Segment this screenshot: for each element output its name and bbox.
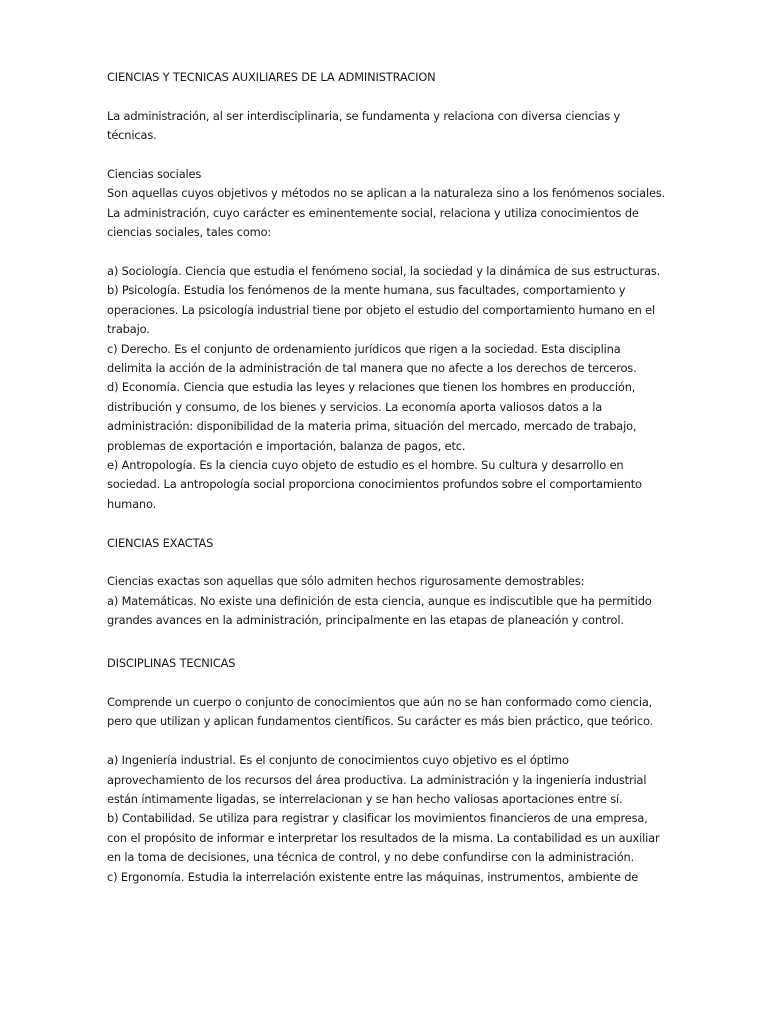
social-item-sociologia: a) Sociología. Ciencia que estudia el fenómeno social, la sociedad y la dinámica de sus estructuras.: [107, 264, 661, 279]
technical-disciplines-heading: DISCIPLINAS TECNICAS: [107, 656, 236, 671]
spacer: [107, 553, 667, 572]
social-sciences-heading: Ciencias sociales: [107, 167, 202, 181]
document-page: [107, 68, 667, 887]
spacer: [107, 87, 667, 106]
exact-item-matematicas: a) Matemáticas. No existe una definición de esta ciencia, aunque es indiscutible que ha permitido grandes avances en la administración, principalmente en las etapas de planeación y control.: [107, 593, 652, 628]
intro-paragraph: La administración, al ser interdisciplinaria, se fundamenta y relaciona con diversa ciencias y técnicas.: [107, 108, 621, 143]
technical-disciplines-description: Comprende un cuerpo o conjunto de conocimientos que aún no se han conformado como ciencia, pero que utilizan y aplican fundamentos científicos. Su carácter es más bien práctico, que teórico.: [107, 694, 654, 729]
spacer: [107, 146, 667, 165]
social-item-economia: d) Economía. Ciencia que estudia las leyes y relaciones que tienen los hombres en producción, distribución y consumo, de los bienes y servicios. La economía aporta valiosos datos a la administración: disponibilidad de la materia prima, situación del mercado, mercado de trabajo, problemas de exportación e importación, balanza de pagos, etc.: [107, 380, 637, 453]
social-item-antropologia: e) Antropología. Es la ciencia cuyo objeto de estudio es el hombre. Su cultura y desarrollo en sociedad. La antropología social proporciona conocimientos profundos sobre el comportamiento humano.: [107, 458, 642, 511]
exact-sciences-heading: CIENCIAS EXACTAS: [107, 535, 214, 550]
social-item-derecho: c) Derecho. Es el conjunto de ordenamiento jurídicos que rigen a la sociedad. Esta disciplina delimita la acción de la administración de tal manera que no afecte a los derechos de terceros.: [107, 341, 637, 376]
spacer: [107, 631, 667, 650]
technical-item-contabilidad: b) Contabilidad. Se utiliza para registrar y clasificar los movimientos financieros de una empresa, con el propósito de informar e interpretar los resultados de la misma. La contabilidad es un auxiliar en la toma de decisiones, una técnica de control, y no debe confundirse con la administración.: [107, 811, 660, 865]
technical-item-ingenieria: a) Ingeniería industrial. Es el conjunto de conocimientos cuyo objetivo es el óptimo aprovechamiento de los recursos del área productiva. La administración y la ingeniería industrial están íntimamente ligadas, se interrelacionan y se han hecho valiosas aportaciones entre sí.: [107, 753, 647, 806]
spacer: [107, 674, 667, 693]
document-title: CIENCIAS Y TECNICAS AUXILIARES DE LA ADMINISTRACION: [107, 70, 436, 84]
exact-sciences-description: Ciencias exactas son aquellas que sólo admiten hechos rigurosamente demostrables:: [107, 574, 585, 589]
technical-item-ergonomia: c) Ergonomía. Estudia la interrelación existente entre las máquinas, instrumentos, ambiente de: [107, 869, 639, 884]
spacer: [107, 243, 667, 262]
social-sciences-description: Son aquellas cuyos objetivos y métodos no se aplican a la naturaleza sino a los fenómenos sociales. La administración, cuyo carácter es eminentemente social, relaciona y utiliza conocimientos de ciencias sociales, tales como:: [107, 186, 666, 240]
spacer: [107, 732, 667, 751]
spacer: [107, 514, 667, 533]
social-item-psicologia: b) Psicología. Estudia los fenómenos de la mente humana, sus facultades, comportamiento y operaciones. La psicología industrial tiene por objeto el estudio del comportamiento humano en el trabajo.: [107, 283, 655, 337]
